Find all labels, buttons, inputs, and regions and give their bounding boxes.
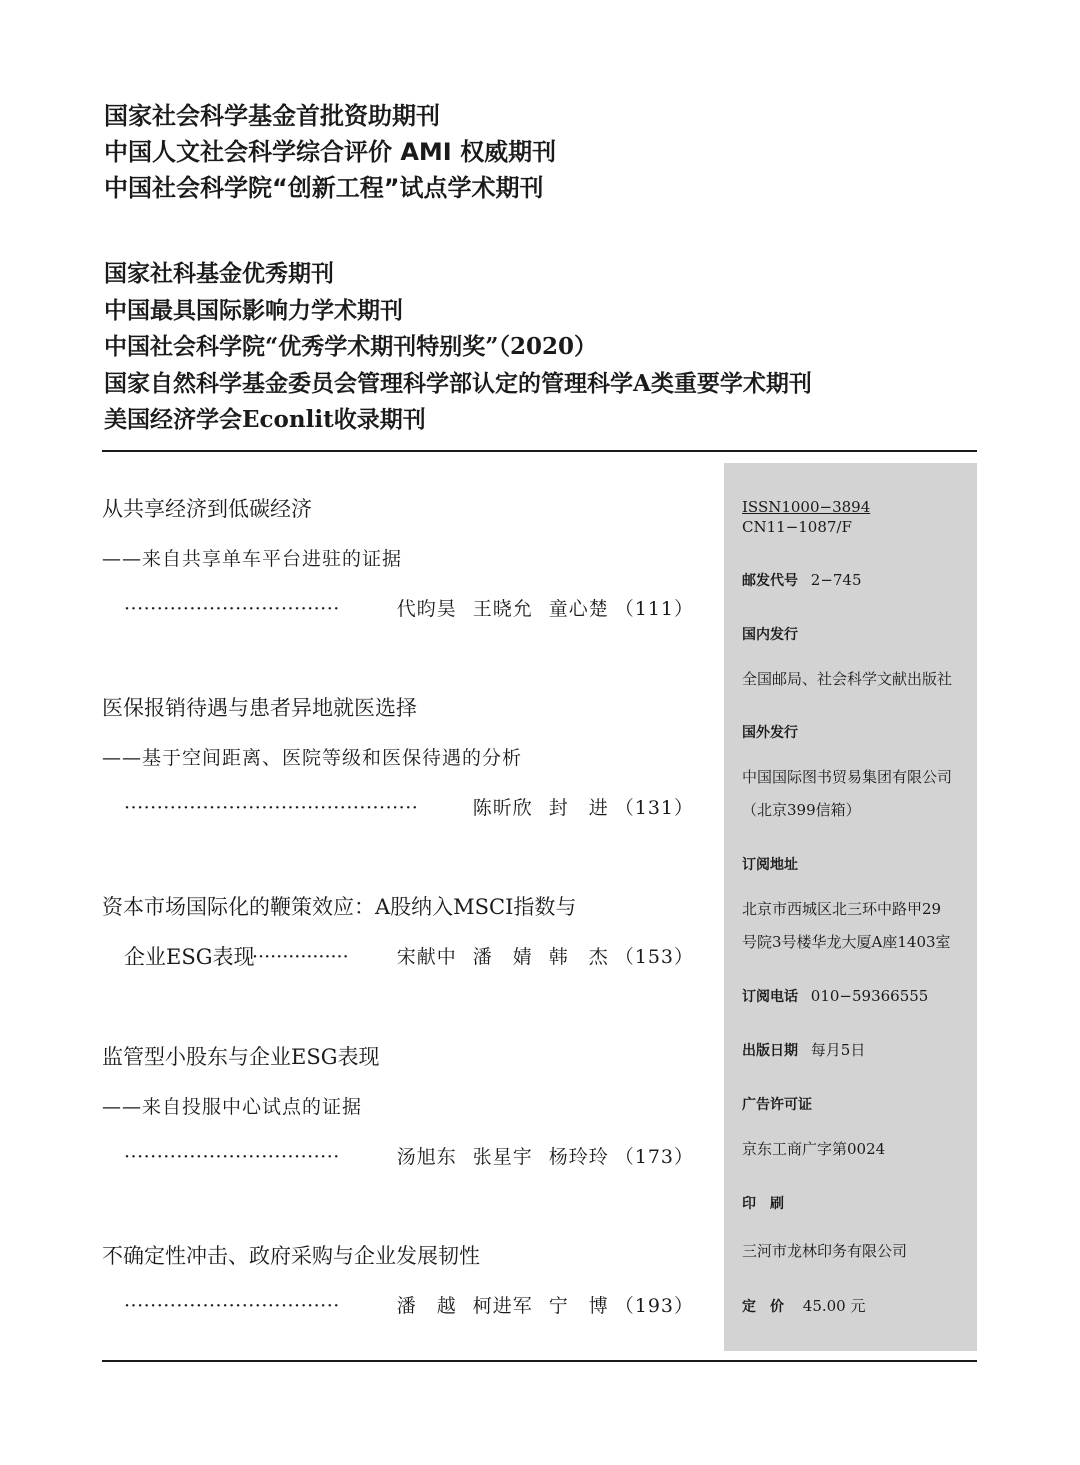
article-title[interactable]: 资本市场国际化的鞭策效应：A股纳入MSCI指数与 (102, 895, 577, 919)
author-name: 代昀昊 (396, 598, 457, 620)
ad-license-value: 京东工商广字第0024 (742, 1140, 886, 1158)
page-number: （111） (614, 598, 694, 620)
dot-leader: ································· (124, 1295, 340, 1317)
toc-entry[interactable] (102, 494, 702, 624)
author-list (381, 1142, 694, 1172)
article-title-continued (102, 942, 702, 972)
bottom-divider (102, 1360, 977, 1362)
honor-line: 国家社会科学基金首批资助期刊 (104, 102, 440, 130)
article-subtitle: ——来自投服中心试点的证据 (102, 1096, 363, 1118)
author-list (457, 793, 694, 823)
publication-date-row (742, 1038, 865, 1063)
toc-entry[interactable] (102, 892, 702, 972)
price-label: 定 价 (742, 1299, 784, 1315)
author-list (381, 594, 694, 624)
page-number: （193） (614, 1295, 694, 1317)
page-number: （153） (614, 946, 694, 968)
page-number: （131） (614, 797, 694, 819)
author-name: 封 进 (548, 797, 609, 819)
author-name: 王晓允 (472, 598, 533, 620)
publication-info-panel (724, 463, 977, 1351)
subscription-address-label: 订阅地址 (742, 857, 798, 873)
article-title[interactable]: 监管型小股东与企业ESG表现 (102, 1045, 380, 1069)
author-name: 柯进军 (472, 1295, 533, 1317)
domestic-distribution-label: 国内发行 (742, 627, 798, 643)
publication-date-value: 每月5日 (810, 1041, 866, 1059)
printer-value: 三河市龙林印务有限公司 (742, 1242, 908, 1260)
issn: ISSN1000−3894 (742, 498, 871, 516)
honor-line: 国家社科基金优秀期刊 (104, 260, 334, 287)
article-byline (102, 1291, 702, 1321)
title-continuation[interactable]: 企业ESG表现 (124, 945, 255, 969)
toc-entry[interactable] (102, 693, 702, 823)
author-name: 杨玲玲 (548, 1146, 609, 1168)
author-name: 宋献中 (396, 946, 457, 968)
postal-code-row (742, 568, 862, 593)
article-subtitle: ——来自共享单车平台进驻的证据 (102, 548, 403, 570)
postal-code-value: 2−745 (810, 571, 862, 589)
honor-line: 中国社会科学院“创新工程”试点学术期刊 (104, 174, 544, 202)
article-title[interactable]: 不确定性冲击、政府采购与企业发展韧性 (102, 1244, 480, 1268)
toc-entry[interactable] (102, 1241, 702, 1321)
dot-leader: ································· (124, 1146, 340, 1168)
author-name: 童心楚 (548, 598, 609, 620)
article-title[interactable]: 从共享经济到低碳经济 (102, 497, 312, 521)
publication-date-label: 出版日期 (742, 1043, 798, 1059)
price-row (742, 1294, 866, 1319)
honor-line: 中国社会科学院“优秀学术期刊特别奖”（2020） (104, 333, 597, 360)
honor-line: 中国最具国际影响力学术期刊 (104, 296, 403, 324)
article-title[interactable]: 医保报销待遇与患者异地就医选择 (102, 696, 417, 720)
honor-line: 国家自然科学基金委员会管理科学部认定的管理科学A类重要学术期刊 (104, 369, 812, 397)
honors-list-primary (104, 98, 556, 206)
article-byline (102, 1142, 702, 1172)
author-name: 潘 婧 (472, 946, 533, 968)
subscription-address-line: 北京市西城区北三环中路甲29 (742, 900, 942, 918)
honor-line: 中国人文社会科学综合评价 AMI 权威期刊 (104, 138, 557, 166)
cn-number: CN11−1087/F (742, 518, 852, 536)
author-name: 宁 博 (548, 1295, 609, 1317)
subscription-phone-value: 010−59366555 (810, 987, 929, 1005)
author-name: 汤旭东 (396, 1146, 457, 1168)
author-list (381, 1291, 694, 1321)
foreign-distribution-po-box: （北京399信箱） (742, 801, 861, 819)
author-name: 张星宇 (472, 1146, 533, 1168)
subscription-phone-label: 订阅电话 (742, 989, 798, 1005)
honor-line: 美国经济学会Econlit收录期刊 (104, 406, 426, 433)
dot-leader: ················ (252, 946, 349, 968)
dot-leader: ································· (124, 598, 340, 620)
author-name: 陈昕欣 (472, 797, 533, 819)
subscription-address-line: 号院3号楼华龙大厦A座1403室 (742, 933, 951, 951)
postal-code-label: 邮发代号 (742, 573, 798, 589)
dot-leader: ············································· (124, 797, 419, 819)
article-subtitle: ——基于空间距离、医院等级和医保待遇的分析 (102, 747, 523, 769)
page-number: （173） (614, 1146, 694, 1168)
table-of-contents (102, 452, 712, 1360)
honors-list-secondary (104, 256, 812, 439)
price-value: 45.00 元 (802, 1297, 866, 1315)
author-list (381, 942, 694, 972)
author-name: 潘 越 (396, 1295, 457, 1317)
foreign-distribution-value: 中国国际图书贸易集团有限公司 (742, 768, 953, 786)
printer-label: 印 刷 (742, 1196, 784, 1212)
toc-entry[interactable] (102, 1042, 702, 1172)
foreign-distribution-label: 国外发行 (742, 725, 798, 741)
ad-license-label: 广告许可证 (742, 1097, 812, 1113)
article-byline (102, 594, 702, 624)
article-byline (102, 793, 702, 823)
author-name: 韩 杰 (548, 946, 609, 968)
domestic-distribution-value: 全国邮局、社会科学文献出版社 (742, 670, 953, 688)
subscription-phone-row (742, 984, 928, 1009)
